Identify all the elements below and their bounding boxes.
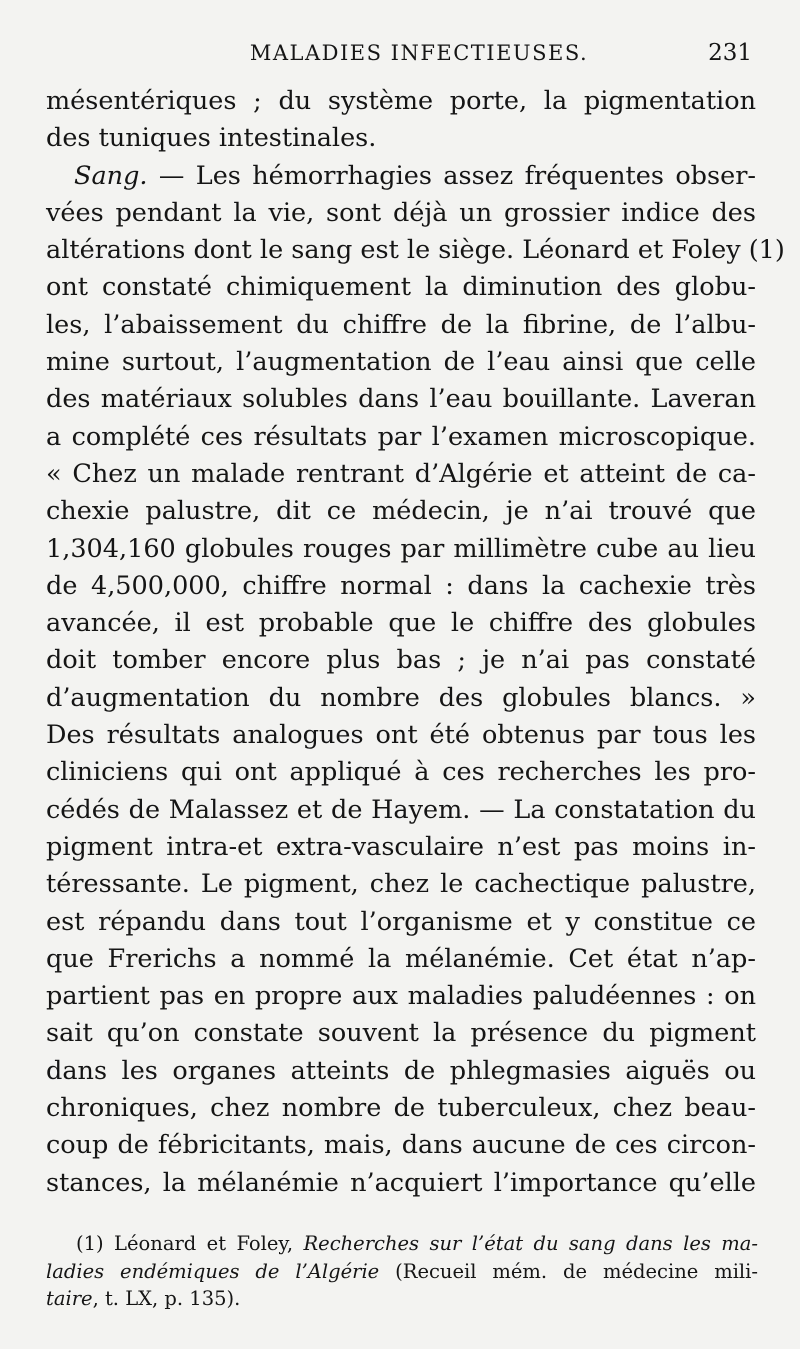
text-line: mine surtout, l’augmentation de l’eau ainsi que celle: [46, 347, 756, 378]
body-text: [46, 83, 785, 1202]
footnote-title: Recherches sur l’état du sang dans les ma-: [303, 1232, 758, 1255]
text-line: a complété ces résultats par l’examen microscopique.: [46, 421, 756, 452]
text-line: sait qu’on constate souvent la présence du pigment: [46, 1018, 756, 1049]
footnote-text: (1) Léonard et Foley,: [76, 1232, 304, 1255]
text-line: que Frerichs a nommé la mélanémie. Cet état n’ap-: [46, 943, 756, 974]
footnote-text: (Recueil mém. de médecine mili-: [379, 1259, 758, 1283]
text-line: téressante. Le pigment, chez le cachectique palustre,: [46, 869, 756, 900]
text-line: dans les organes atteints de phlegmasies aiguës ou: [46, 1055, 756, 1086]
page-number: 231: [708, 40, 752, 66]
text-fragment: — Les hémorrhagies assez fréquentes obser-: [147, 160, 756, 191]
text-line: vées pendant la vie, sont déjà un grossier indice des: [46, 197, 756, 228]
footnote-title: ladies endémiques de l’Algérie: [46, 1259, 380, 1283]
text-line: cliniciens qui ont appliqué à ces recherches les pro-: [46, 757, 756, 788]
running-title: MALADIES INFECTIEUSES.: [249, 41, 589, 65]
text-line: Des résultats analogues ont été obtenus par tous les: [46, 720, 756, 751]
text-line: coup de fébricitants, mais, dans aucune de ces circon-: [46, 1130, 756, 1161]
text-line: mésentériques ; du système porte, la pigmentation: [46, 86, 756, 116]
text-line: chexie palustre, dit ce médecin, je n’ai trouvé que: [46, 496, 756, 527]
text-line: de 4,500,000, chiffre normal : dans la cachexie très: [46, 570, 756, 601]
footnote: [46, 1230, 758, 1313]
text-line: chroniques, chez nombre de tuberculeux, chez beau-: [46, 1093, 756, 1124]
text-line: stances, la mélanémie n’acquiert l’importance qu’elle: [46, 1167, 756, 1198]
text-line: avancée, il est probable que le chiffre des globules: [46, 608, 756, 639]
text-line: d’augmentation du nombre des globules blancs. »: [46, 682, 756, 713]
footnote-text: , t. LX, p. 135).: [92, 1287, 241, 1310]
text-line: ont constaté chimiquement la diminution des globu-: [46, 272, 756, 303]
text-line: est répandu dans tout l’organisme et y constitue ce: [46, 906, 756, 937]
text-line: des tuniques intestinales.: [46, 123, 377, 154]
footnote-line: [46, 1258, 758, 1286]
text-line: doit tomber encore plus bas ; je n’ai pas constaté: [46, 645, 756, 676]
text-line: pigment intra-et extra-vasculaire n’est pas moins in-: [46, 831, 756, 862]
text-line: 1,304,160 globules rouges par millimètre cube au lieu: [46, 533, 756, 564]
text-line: des matériaux solubles dans l’eau bouillante. Laveran: [46, 384, 756, 415]
footnote-title: taire: [46, 1287, 93, 1310]
text-line: [46, 158, 756, 195]
footnote-line: [46, 1285, 758, 1313]
page-header: [46, 36, 752, 70]
text-line: cédés de Malassez et de Hayem. — La constatation du: [46, 794, 756, 825]
text-line: les, l’abaissement du chiffre de la fibrine, de l’albu-: [46, 309, 756, 340]
text-line: « Chez un malade rentrant d’Algérie et atteint de ca-: [46, 458, 756, 489]
text-line: altérations dont le sang est le siège. Léonard et Foley (1): [46, 235, 785, 266]
section-heading-sang: Sang.: [74, 160, 148, 191]
footnote-line: [46, 1230, 758, 1258]
text-line: partient pas en propre aux maladies paludéennes : on: [46, 981, 756, 1012]
